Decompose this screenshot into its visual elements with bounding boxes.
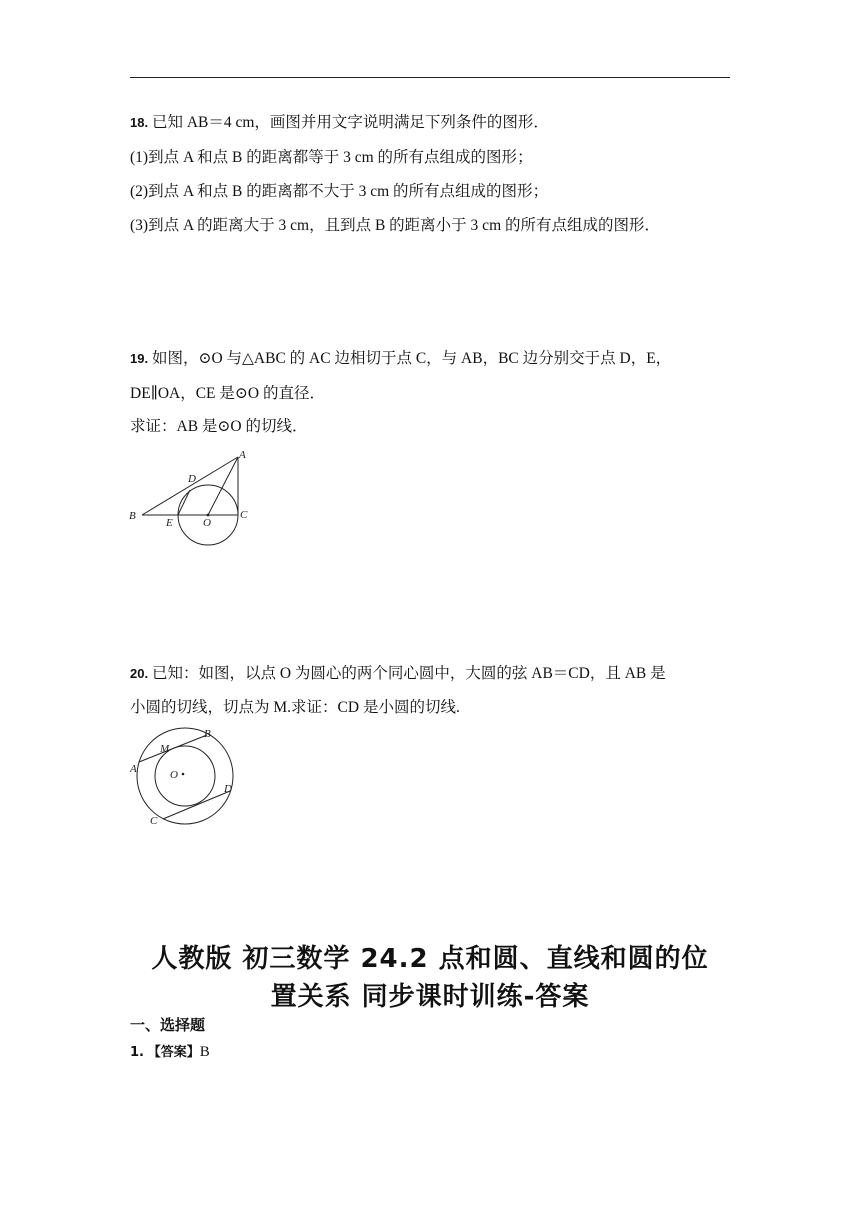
- answer-title-line-1: 人教版 初三数学 24.2 点和圆、直线和圆的位: [151, 944, 709, 974]
- q19-stem-text: 如图，⊙O 与△ABC 的 AC 边相切于点 C，与 AB，BC 边分别交于点 D，E，: [148, 350, 672, 367]
- q20-label-m: M: [160, 743, 170, 755]
- section-heading: 一、选择题: [130, 1016, 206, 1034]
- q19-prove: 求证：AB 是⊙O 的切线．: [130, 418, 308, 435]
- q19-segment-ab: [142, 457, 238, 515]
- q20-number: 20.: [130, 666, 149, 681]
- q18-stem-text: 已知 AB＝4 cm，画图并用文字说明满足下列条件的图形．: [148, 114, 549, 131]
- answer-item-1: [130, 1041, 210, 1061]
- header-rule: [130, 77, 730, 78]
- q19-label-e: E: [166, 517, 173, 529]
- q18-number: 18.: [130, 115, 149, 130]
- q19-label-d: D: [188, 473, 196, 485]
- answer-tag: 【答案】: [147, 1045, 200, 1060]
- q20-label-d: D: [224, 783, 232, 795]
- q18-stem: [130, 113, 549, 133]
- q20-stem-line-2: 小圆的切线，切点为 M.求证：CD 是小圆的切线.: [130, 699, 460, 716]
- q20-label-a: A: [130, 763, 137, 775]
- q20-small-circle: [155, 746, 215, 806]
- q19-label-a: A: [239, 449, 246, 461]
- q18-part-3: (3)到点 A 的距离大于 3 cm，且到点 B 的距离小于 3 cm 的所有点组成的图形．: [130, 217, 660, 234]
- q20-stem-text: 已知：如图，以点 O 为圆心的两个同心圆中，大圆的弦 AB＝CD，且 AB 是: [148, 665, 666, 682]
- q18-part-2: (2)到点 A 和点 B 的距离都不大于 3 cm 的所有点组成的图形；: [130, 183, 549, 200]
- answer-value: B: [199, 1044, 210, 1060]
- q20-stem-line-1: [130, 664, 666, 684]
- q19-stem-line-1: [130, 349, 671, 369]
- q19-label-b: B: [129, 510, 136, 522]
- q20-center-dot: [182, 773, 185, 776]
- q19-stem-line-2: DE∥OA，CE 是⊙O 的直径．: [130, 385, 325, 402]
- q19-label-o: O: [203, 517, 211, 529]
- q20-label-c: C: [150, 815, 158, 827]
- q19-label-c: C: [240, 509, 248, 521]
- q19-figure: [120, 445, 260, 550]
- q18-part-1: (1)到点 A 和点 B 的距离都等于 3 cm 的所有点组成的图形；: [130, 149, 533, 166]
- answer-item-1-number: 1.: [130, 1045, 144, 1060]
- q20-label-b: B: [204, 728, 211, 740]
- q20-figure: [120, 722, 255, 834]
- q19-segment-de: [178, 490, 190, 515]
- answer-title-line-2: 置关系 同步课时训练-答案: [270, 982, 590, 1012]
- q20-label-o: O: [170, 769, 178, 781]
- q19-center-dot: [207, 514, 210, 517]
- q20-chord-cd: [163, 791, 230, 819]
- q19-number: 19.: [130, 351, 149, 366]
